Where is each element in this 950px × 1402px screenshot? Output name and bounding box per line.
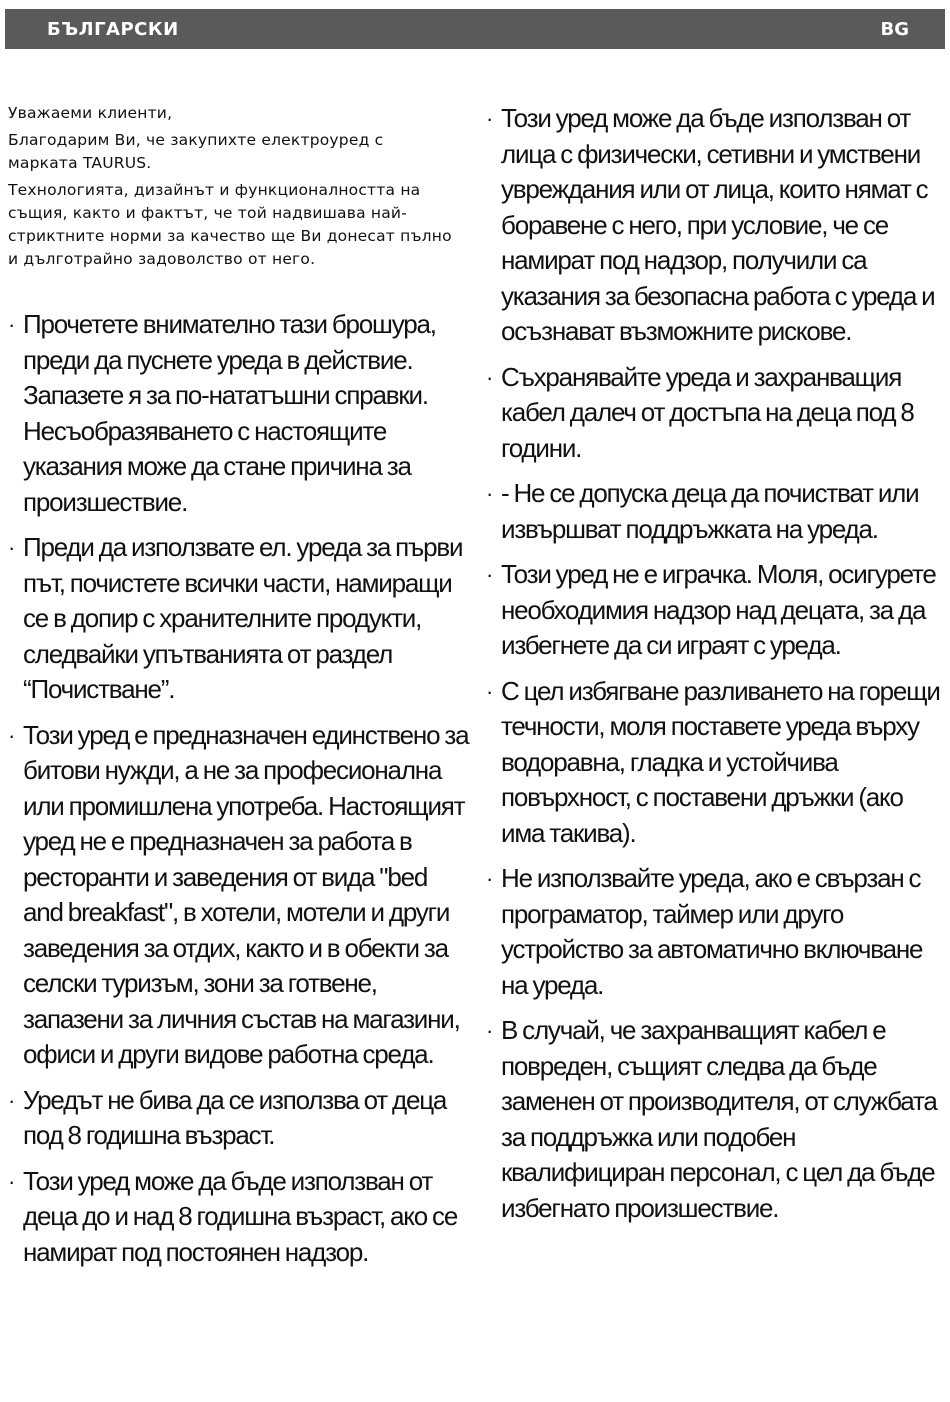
bullet-marker: · (486, 562, 494, 587)
bullet-marker: · (8, 535, 16, 560)
list-item-text: Съхранявайте уреда и захранващия кабел далеч от достъпа на деца под 8 години. (501, 361, 914, 463)
list-item (8, 1164, 470, 1271)
list-item (486, 360, 944, 467)
bullet-marker: · (486, 678, 494, 704)
language-code: BG (880, 19, 909, 40)
list-item (486, 674, 944, 852)
list-item (486, 861, 944, 1003)
list-item-text: С цел избягване разливането на горещи течности, моля поставете уреда върху водоравна, гладка и устойчива повърхност, с поставени дръжки (ако има такива). (501, 675, 940, 848)
safety-list-right (486, 101, 944, 1226)
bullet-marker: · (8, 312, 16, 337)
intro-thanks: Благодарим Ви, че закупихте електроуред с марката TAURUS. (8, 131, 384, 172)
safety-list-left (8, 307, 470, 1270)
bullet-marker: · (8, 1087, 16, 1113)
section-header-bar (5, 9, 945, 49)
language-title: БЪЛГАРСКИ (47, 19, 179, 40)
bullet-marker: · (486, 866, 494, 891)
list-item (8, 718, 470, 1073)
bullet-marker: · (486, 1018, 494, 1043)
bullet-marker: · (486, 106, 494, 131)
bullet-marker: · (486, 481, 494, 506)
list-item-text: - Не се допуска деца да почистват или извършват поддръжката на уреда. (501, 478, 919, 544)
list-item-text: В случай, че захранващият кабел е повреден, същият следва да бъде заменен от производителя, от службата за поддръжка или подобен квалифициран персонал, с цел да бъде избегнато произшествие. (501, 1015, 937, 1223)
bullet-marker: · (8, 1168, 16, 1194)
list-item-text: Прочетете внимателно тази брошура, преди да пуснете уреда в действие. Запазете я за по-нататъшни справки. Несъобразяването с настоящите указания може да стане причина за произшествие. (23, 309, 436, 517)
list-item-text: Този уред не е играчка. Моля, осигурете необходимия надзор над децата, за да избегнете да си играят с уреда. (501, 559, 936, 660)
list-item (486, 557, 944, 664)
right-column (486, 101, 944, 1236)
list-item (8, 307, 470, 520)
list-item (486, 476, 944, 547)
list-item (486, 101, 944, 350)
list-item-text: Този уред може да бъде използван от деца до и над 8 годишна възраст, ако се намират под постоянен надзор. (23, 1165, 458, 1267)
list-item-text: Не използвайте уреда, ако е свързан с програматор, таймер или друго устройство за автоматично включване на уреда. (501, 863, 923, 1000)
list-item-text: Този уред може да бъде използван от лица с физически, сетивни и умствени увреждания или от лица, които нямат с боравене с него, при условие, че се намират под надзор, получили са указания за безопасна работа с уреда и осъзнават възможните рискове. (501, 103, 935, 346)
intro-promise: Технологията, дизайнът и функционалността на същия, както и фактът, че той надвишава най-стриктните норми за качество ще Ви донесат пълно и дълготрайно задоволство от него. (8, 181, 452, 268)
list-item (8, 530, 470, 708)
intro-greeting: Уважаеми клиенти, (8, 104, 173, 122)
list-item (8, 1083, 470, 1154)
list-item-text: Преди да използвате ел. уреда за първи път, почистете всички части, намиращи се в допир с хранителните продукти, следвайки упътванията от раздел “Почистване”. (23, 532, 463, 704)
left-column (8, 102, 470, 1280)
intro-text (8, 102, 470, 271)
list-item (486, 1013, 944, 1226)
bullet-marker: · (486, 364, 494, 390)
list-item-text: Този уред е предназначен единствено за битови нужди, а не за професионална или промишлена употреба. Настоящият уред не е предназначен за работа в ресторанти и заведения от вида "bed and breakfast", в хотели, мотели и други заведения за отдих, както и в обекти за селски туризъм, зони за готвене, запазени за личния състав на магазини, офиси и други видове работна среда. (23, 719, 469, 1069)
list-item-text: Уредът не бива да се използва от деца под 8 годишна възраст. (23, 1084, 447, 1150)
bullet-marker: · (8, 722, 16, 748)
